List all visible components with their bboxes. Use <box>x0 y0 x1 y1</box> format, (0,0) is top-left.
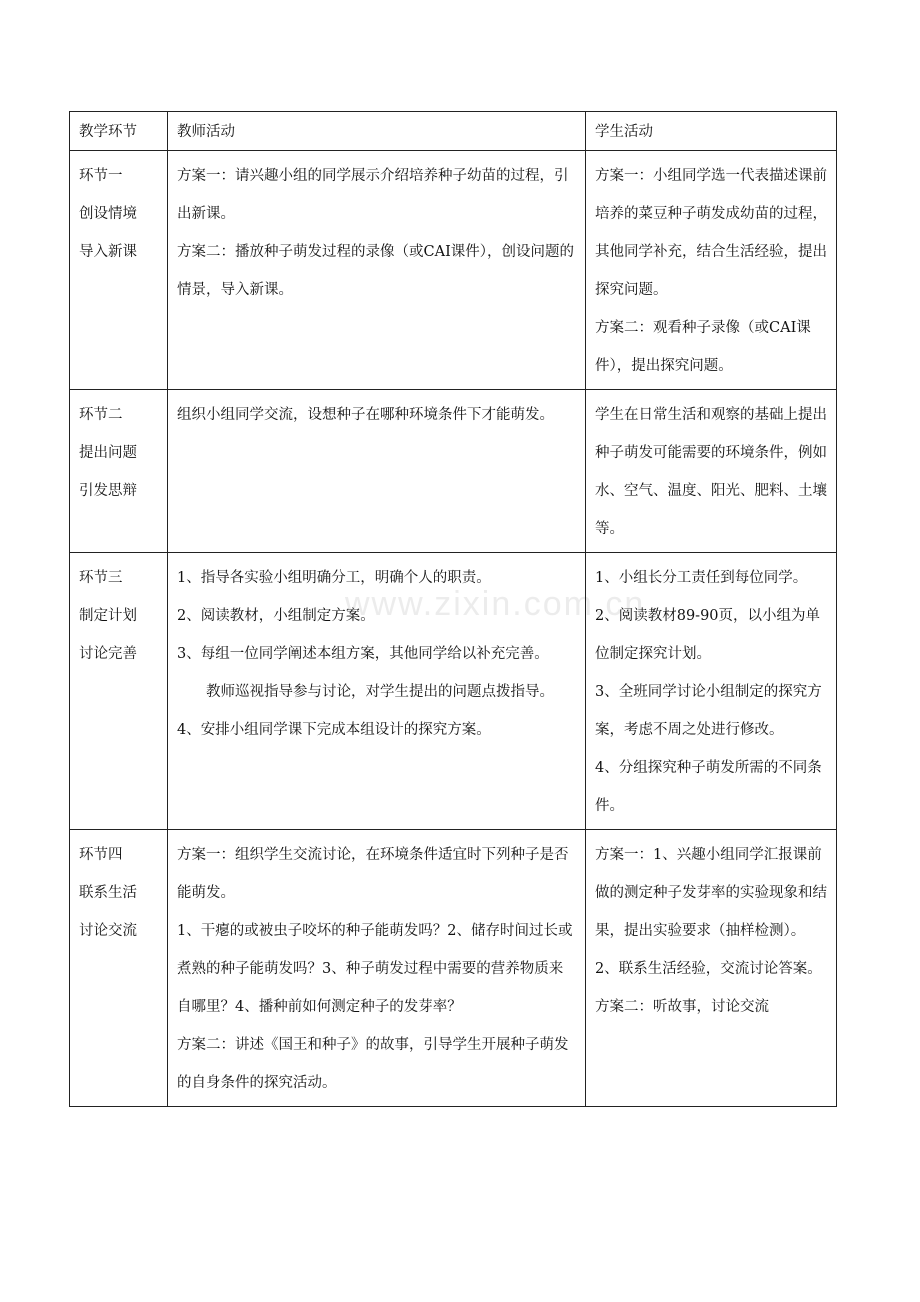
student-paragraph: 4、分组探究种子萌发所需的不同条件。 <box>595 760 822 814</box>
student-paragraph: 3、全班同学讨论小组制定的探究方案，考虑不周之处进行修改。 <box>595 684 822 738</box>
student-paragraph: 2、阅读教材89-90页，以小组为单位制定探究计划。 <box>595 608 821 662</box>
table-row <box>70 151 837 390</box>
stage-cell <box>70 151 168 390</box>
header-stage: 教学环节 <box>70 112 168 151</box>
teacher-paragraph: 2、阅读教材，小组制定方案。 <box>177 608 375 624</box>
table-header-row <box>70 112 837 151</box>
stage-cell <box>70 390 168 553</box>
teacher-activity-cell <box>168 390 586 553</box>
stage-subtitle: 讨论完善 <box>79 646 137 662</box>
stage-number: 环节二 <box>79 407 123 423</box>
table-row <box>70 553 837 830</box>
student-paragraph: 方案二：听故事，讨论交流 <box>595 999 769 1015</box>
stage-subtitle: 引发思辩 <box>79 483 137 499</box>
student-paragraph: 1、小组长分工责任到每位同学。 <box>595 570 808 586</box>
teacher-activity-cell <box>168 553 586 830</box>
lesson-plan-table <box>69 111 837 1107</box>
student-paragraph: 方案二：观看种子录像（或CAI课件），提出探究问题。 <box>595 320 811 374</box>
stage-title: 提出问题 <box>79 445 137 461</box>
teacher-paragraph: 4、安排小组同学课下完成本组设计的探究方案。 <box>177 722 491 738</box>
watermark: www.zixin.com.cn <box>345 585 646 623</box>
student-activity-cell <box>586 151 837 390</box>
stage-title: 联系生活 <box>79 885 137 901</box>
student-activity-cell <box>586 553 837 830</box>
teacher-paragraph: 3、每组一位同学阐述本组方案，其他同学给以补充完善。 <box>177 646 549 662</box>
stage-number: 环节四 <box>79 847 123 863</box>
student-activity-cell <box>586 390 837 553</box>
stage-subtitle: 导入新课 <box>79 244 137 260</box>
teacher-activity-cell <box>168 151 586 390</box>
student-activity-cell <box>586 830 837 1107</box>
teacher-paragraph: 方案一：组织学生交流讨论，在环境条件适宜时下列种子是否能萌发。 <box>177 847 569 901</box>
header-student-activity: 学生活动 <box>586 112 837 151</box>
stage-cell <box>70 830 168 1107</box>
stage-title: 创设情境 <box>79 206 137 222</box>
student-paragraph: 方案一：小组同学选一代表描述课前培养的菜豆种子萌发成幼苗的过程，其他同学补充，结合生活经验，提出探究问题。 <box>595 168 827 298</box>
teacher-paragraph: 教师巡视指导参与讨论，对学生提出的问题点拨指导。 <box>206 684 554 700</box>
stage-subtitle: 讨论交流 <box>79 923 137 939</box>
teacher-paragraph: 1、指导各实验小组明确分工，明确个人的职责。 <box>177 570 491 586</box>
table-row <box>70 830 837 1107</box>
stage-title: 制定计划 <box>79 608 137 624</box>
header-teacher-activity: 教师活动 <box>168 112 586 151</box>
student-paragraph: 学生在日常生活和观察的基础上提出种子萌发可能需要的环境条件，例如水、空气、温度、阳光、肥料、土壤等。 <box>595 407 827 537</box>
teacher-paragraph: 方案二：播放种子萌发过程的录像（或CAI课件），创设问题的情景，导入新课。 <box>177 244 575 298</box>
stage-number: 环节一 <box>79 168 123 184</box>
teacher-paragraph: 组织小组同学交流，设想种子在哪种环境条件下才能萌发。 <box>177 407 554 423</box>
teacher-paragraph: 方案一：请兴趣小组的同学展示介绍培养种子幼苗的过程，引出新课。 <box>177 168 569 222</box>
teacher-paragraph: 方案二：讲述《国王和种子》的故事，引导学生开展种子萌发的自身条件的探究活动。 <box>177 1037 569 1091</box>
teacher-paragraph: 1、干瘪的或被虫子咬坏的种子能萌发吗？2、储存时间过长或煮熟的种子能萌发吗？3、种子萌发过程中需要的营养物质来自哪里？4、播种前如何测定种子的发芽率？ <box>177 923 573 1015</box>
table-row <box>70 390 837 553</box>
stage-cell <box>70 553 168 830</box>
teacher-activity-cell <box>168 830 586 1107</box>
stage-number: 环节三 <box>79 570 123 586</box>
student-paragraph: 方案一：1、兴趣小组同学汇报课前做的测定种子发芽率的实验现象和结果，提出实验要求（抽样检测）。2、联系生活经验，交流讨论答案。 <box>595 847 827 977</box>
